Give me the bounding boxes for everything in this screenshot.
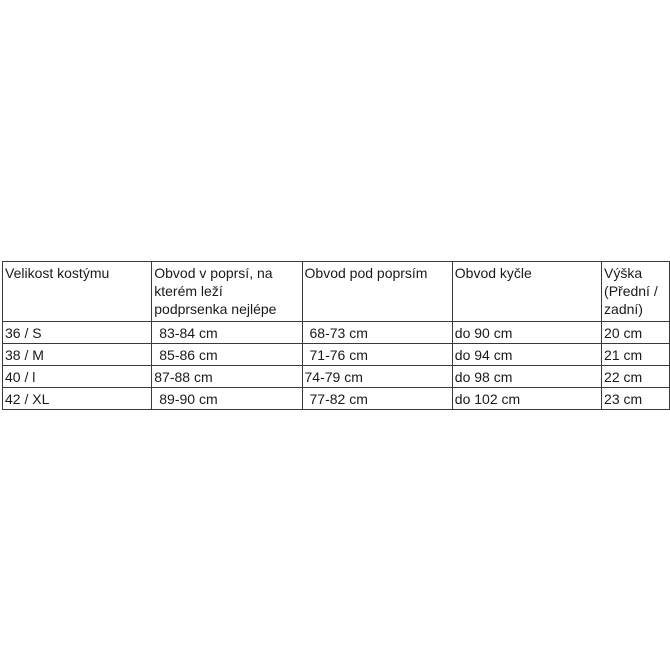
hip-cell: do 94 cm (452, 344, 601, 366)
table-row (3, 322, 670, 344)
header-height: Výška (Přední / zadní) (602, 262, 670, 322)
header-row (3, 262, 670, 322)
height-cell: 21 cm (602, 344, 670, 366)
size-cell: 40 / l (3, 366, 152, 388)
bust-cell: 89-90 cm (152, 388, 302, 410)
hip-cell: do 90 cm (452, 322, 601, 344)
underbust-cell: 77-82 cm (302, 388, 452, 410)
header-costume-size: Velikost kostýmu (3, 262, 152, 322)
table-row (3, 366, 670, 388)
table-row (3, 344, 670, 366)
height-cell: 22 cm (602, 366, 670, 388)
height-cell: 23 cm (602, 388, 670, 410)
header-underbust: Obvod pod poprsím (302, 262, 452, 322)
table-row (3, 388, 670, 410)
size-cell: 36 / S (3, 322, 152, 344)
bust-cell: 87-88 cm (152, 366, 302, 388)
bust-cell: 85-86 cm (152, 344, 302, 366)
underbust-cell: 71-76 cm (302, 344, 452, 366)
size-chart-table (2, 261, 670, 410)
hip-cell: do 98 cm (452, 366, 601, 388)
height-cell: 20 cm (602, 322, 670, 344)
header-hip: Obvod kyčle (452, 262, 601, 322)
bust-cell: 83-84 cm (152, 322, 302, 344)
underbust-cell: 74-79 cm (302, 366, 452, 388)
size-cell: 38 / M (3, 344, 152, 366)
header-bust: Obvod v poprsí, na kterém leží podprsenka nejlépe (152, 262, 302, 322)
underbust-cell: 68-73 cm (302, 322, 452, 344)
hip-cell: do 102 cm (452, 388, 601, 410)
size-cell: 42 / XL (3, 388, 152, 410)
